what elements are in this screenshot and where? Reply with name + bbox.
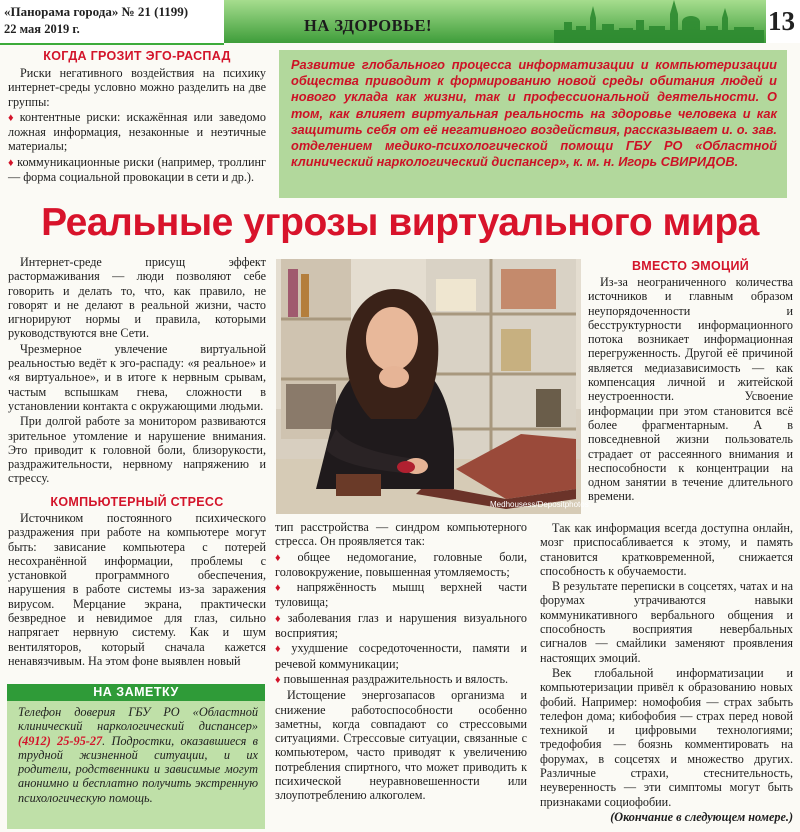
diamond-bullet-icon: ♦ xyxy=(8,156,15,169)
paragraph: Интернет-среде присущ эффект растормаживания — люди позволяют себе говорить и делать то, что, как правило, не говорят и не делают в реальной жизни, часто игнорируют нормы и правила, которыми руководствуются вне Сети. xyxy=(8,255,266,341)
newspaper-name: «Панорама города» № 21 (1199) xyxy=(4,4,189,19)
sidebar-intro: Риски негативного воздействия на психику интернет-среды условно можно разделить на две группы: xyxy=(8,66,266,109)
column-1 xyxy=(8,255,266,487)
hotline-phone: (4912) 25-95-27 xyxy=(18,733,103,748)
list-item: ♦ повышенная раздражительность и вялость. xyxy=(275,671,509,686)
woman-at-laptop-image xyxy=(276,259,581,514)
subhead-computer-stress: КОМПЬЮТЕРНЫЙ СТРЕСС xyxy=(50,495,224,509)
diamond-bullet-icon: ♦ xyxy=(275,551,295,564)
paragraph: Из-за неограниченного количества источников и главным образом неупорядоченности и бесструктурности информационного потока возникает информационная перегруженность. Другой её причиной является медиазависимость — как компенсация личной и житейской неустроенности. Усвоение информации при этом становится всё более фрагментарным. А в повседневной жизни пользователь страдает от рассеянного внимания и неспособности к концентрации на одном занятии в течение длительного времени. xyxy=(588,275,793,504)
list-item: ♦ ухудшение сосредоточенности, памяти и речевой коммуникации; xyxy=(275,641,527,671)
subhead-instead-of-emotions: ВМЕСТО ЭМОЦИЙ xyxy=(631,259,750,273)
paragraph: В результате переписки в соцсетях, чатах и на форумах утрачиваются навыки коммуникативного вербального общения и способность восприятия невербальных сигналов — смайлики заменяют проявления настоящих эмоций. xyxy=(540,579,793,665)
list-item: ♦ заболевания глаз и нарушения визуального восприятия; xyxy=(275,610,527,641)
rubric-title: НА ЗДОРОВЬЕ! xyxy=(304,16,432,35)
column-3-bottom xyxy=(540,521,793,825)
headline: Реальные угрозы виртуального мира xyxy=(41,201,759,244)
diamond-bullet-icon: ♦ xyxy=(275,673,281,686)
column-3-top xyxy=(588,275,793,505)
paragraph: тип расстройства — синдром компьютерного стресса. Он проявляется так: xyxy=(275,520,527,549)
list-item: ♦ напряжённость мышц верхней части туловища; xyxy=(275,580,527,610)
diamond-bullet-icon: ♦ xyxy=(275,582,294,595)
note-text: Телефон доверия ГБУ РО «Областной клинический наркологический диспансер» (4912) 25-95-27. Подростки, оказавшиеся в трудной жизненной ситуации, и их родители, родственники и зависимые могут анонимно и бесплатно получить экстренную психологическую помощь. xyxy=(18,705,258,805)
article-photo xyxy=(276,259,581,514)
paragraph: Источником постоянного психического раздражения при работе на компьютере могут быть: зависание компьютера с потерей несохранённой информации, проблемы с установкой программного обеспечения, нарушения в работе системы из-за заражения вирусом. Мерцание экрана, практически безвредное и невидимое для глаз, сильно напрягает нервную систему. Как и шум вентиляторов, который сначала кажется ненавязчивым. На этом фоне выявлен новый xyxy=(8,511,266,668)
intro-text: Развитие глобального процесса информатизации и компьютеризации общества приводит к формированию новой среды обитания людей и нового уклада как жизни, так и профессиональной деятельности. О том, как влияет виртуальная реальность на здоровье человека и как защитить себя от её негативного воздействия, рассказывает и. о. зав. отделением медико-психологической помощи ГБУ РО «Областной клинический наркологический диспансер», к. м. н. Игорь СВИРИДОВ. xyxy=(291,57,777,170)
list-item: ♦ общее недомогание, головные боли, головокружение, повышенная утомляемость; xyxy=(275,549,527,579)
issue-date: 22 мая 2019 г. xyxy=(4,22,80,36)
paragraph: Чрезмерное увлечение виртуальной реальностью ведёт к эго-распаду: «я реальное» и «я виртуальное», и в итоге к нервным срывам, частым вспышкам гнева, сложности в установлении контакта с окружающими людьми. xyxy=(8,341,266,413)
diamond-bullet-icon: ♦ xyxy=(275,612,285,625)
list-item: ♦ коммуникационные риски (например, троллинг — форма социальной провокации в сети и др.). xyxy=(8,154,266,185)
sidebar-title: КОГДА ГРОЗИТ ЭГО-РАСПАД xyxy=(43,49,231,63)
page-number: 13 xyxy=(768,6,795,36)
note-title: НА ЗАМЕТКУ xyxy=(93,685,179,699)
list-item: ♦ контентные риски: искажённая или заведомо ложная информация, незаконные и неэтичные материалы; xyxy=(8,109,266,154)
diamond-bullet-icon: ♦ xyxy=(8,111,17,124)
paragraph: Век глобальной информатизации и компьютеризации привёл к образованию новых фобий. Например: номофобия — страх забыть телефон дома; кибофобия — страх перед новой техникой и цифровыми технологиями; тредофобия — боязнь комментировать на форумах, в соцсетях и множество других. Различные страхи, стеснительность, неуверенность — эти симптомы могут быть признаками социофобии. xyxy=(540,665,793,809)
column-1-continued xyxy=(8,511,266,669)
paragraph: Так как информация всегда доступна онлайн, мозг приспосабливается к этому, и память становится кратковременной, снижается способность к обучаемости. xyxy=(540,521,793,578)
sidebar-body xyxy=(8,66,266,185)
column-2 xyxy=(275,520,527,804)
continuation-note: (Окончание в следующем номере.) xyxy=(610,809,793,824)
paragraph: При долгой работе за монитором развиваются зрительное утомление и нарушение внимания. Это приводит к головной боли, близорукости, раздражительности, нервному напряжению и стрессу. xyxy=(8,414,266,486)
paragraph: Истощение энергозапасов организма и снижение работоспособности особенно заметны, когда совпадают со стрессовыми ситуациями. Стрессовые ситуации, связанные с компьютером, часто приводят к увеличению потребления спиртного, что может приводить к психической неуравновешенности или злоупотреблению алкоголем. xyxy=(275,688,527,803)
photo-credit: Medhousess/Depositphotos xyxy=(490,500,589,509)
diamond-bullet-icon: ♦ xyxy=(275,643,289,656)
